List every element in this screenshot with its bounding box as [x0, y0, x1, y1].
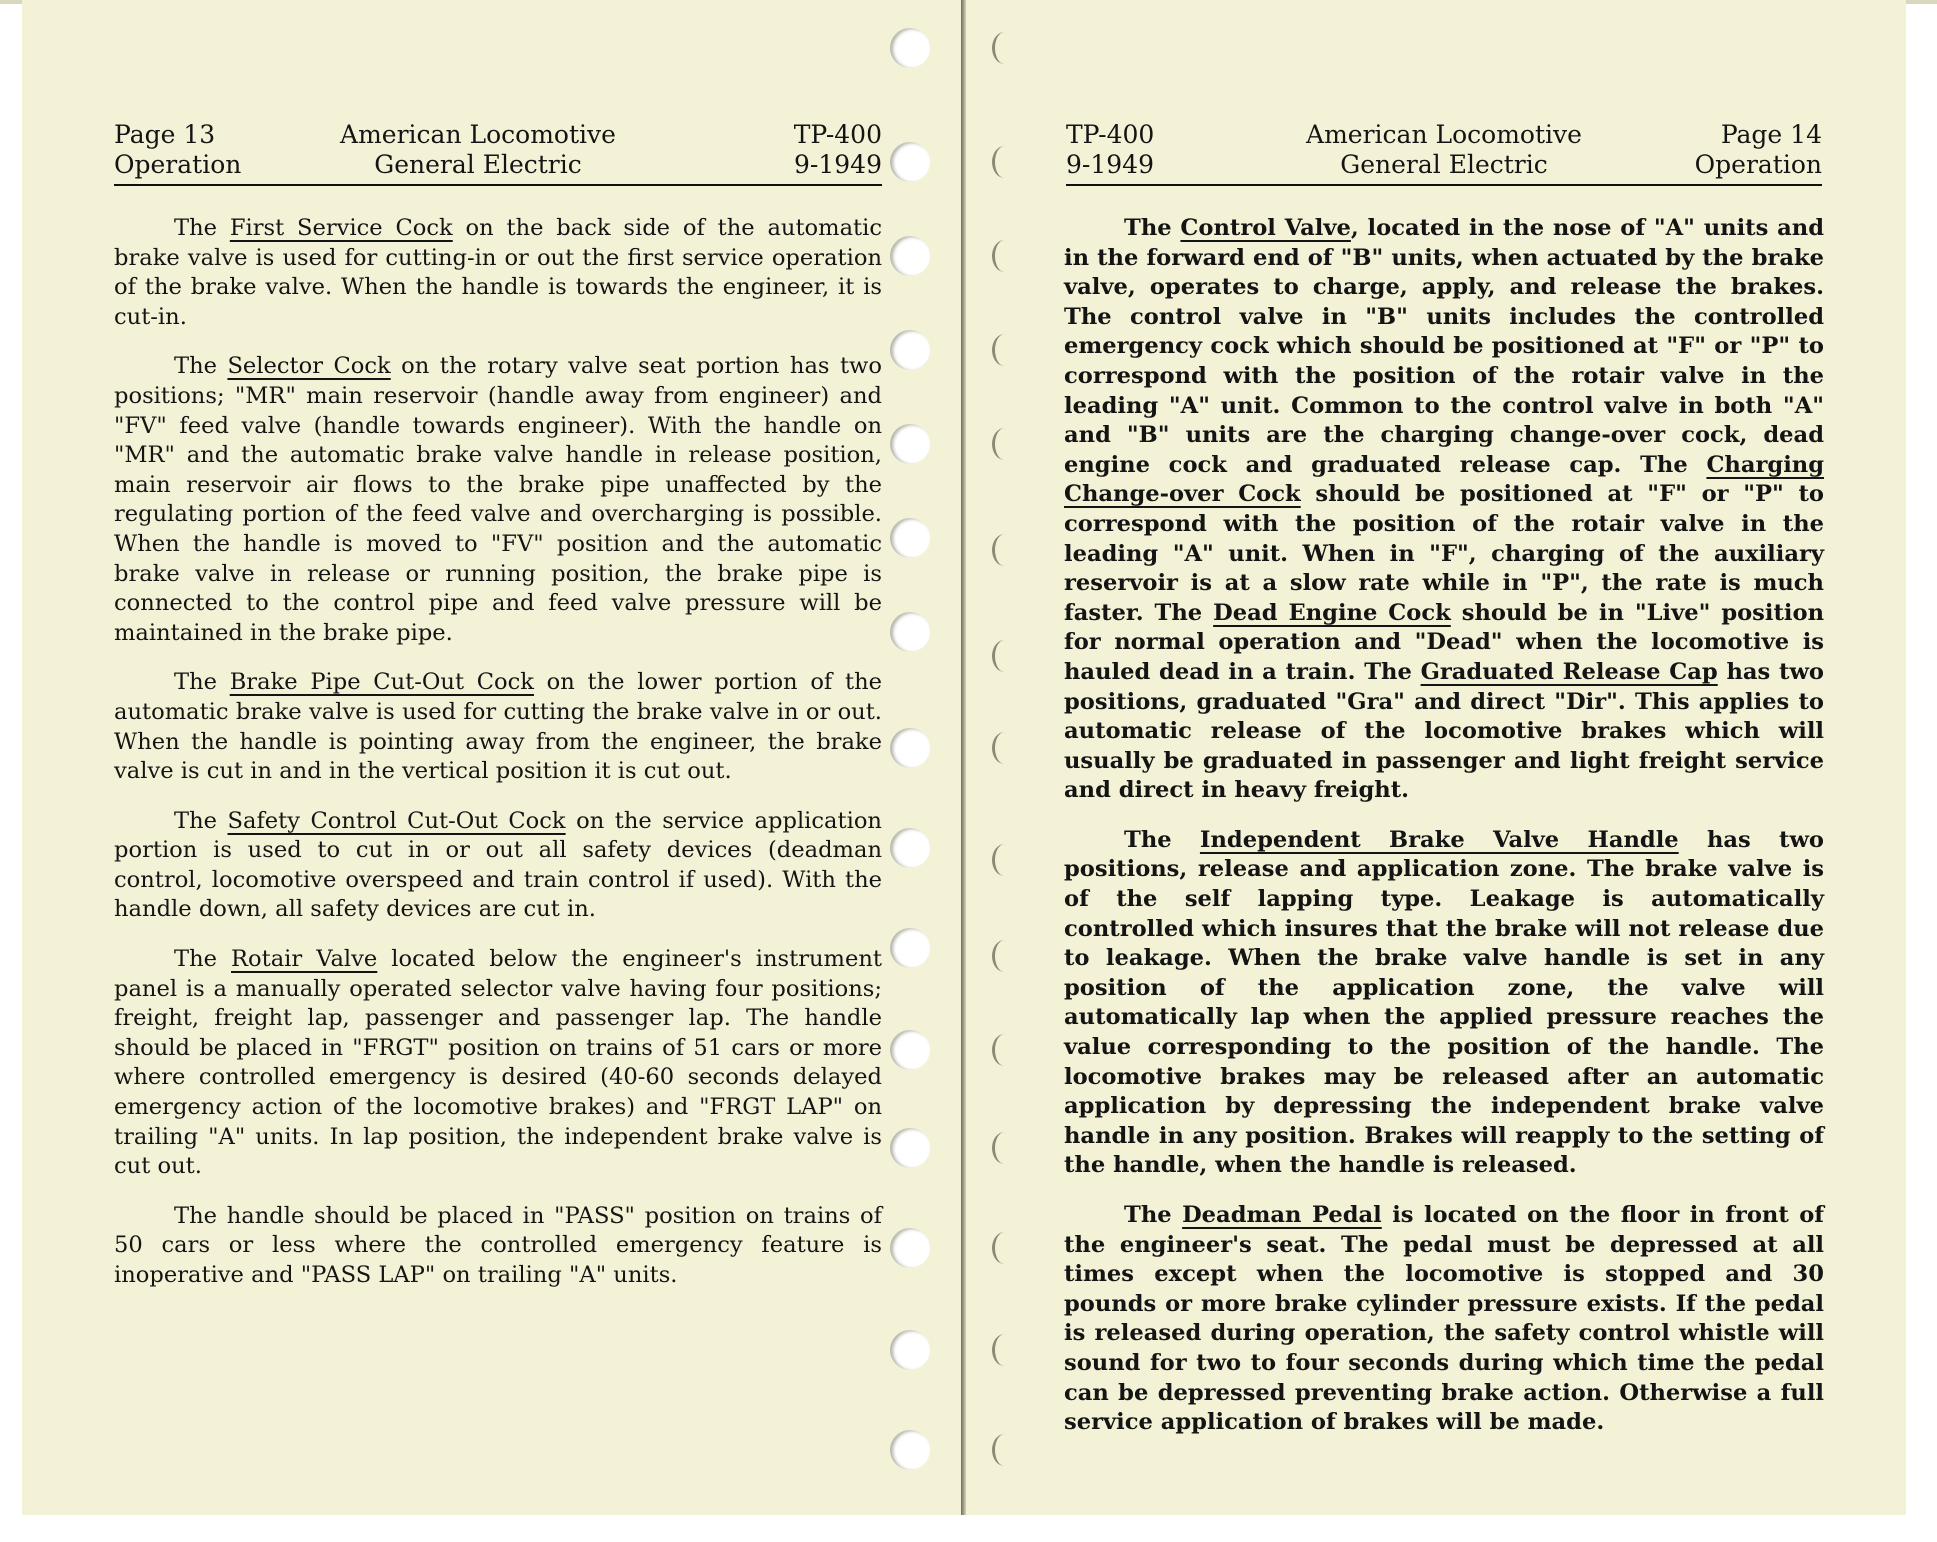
- binder-hole: [998, 840, 1038, 880]
- term-independent-brake-valve-handle: Independent Brake Valve Handle: [1199, 826, 1679, 853]
- page-header: [1066, 120, 1822, 186]
- text: , located in the nose of "A" units and in the forward end of "B" units, when actuated by the brake valve, operates to charge, apply, and release the brakes. The control valve in "B" units includes the controlled emergency cock which should be positioned at "F" or "P" to correspond with the position of the rotair valve in the leading "A" unit. Common to the control valve in both "A" and "B" units are the charging change-over cock, dead engine cock and graduated release cap. The: [1064, 215, 1824, 478]
- header-right: [794, 120, 882, 180]
- binder-hole: [998, 424, 1038, 464]
- term-selector-cock: Selector Cock: [227, 353, 391, 380]
- binder-hole: [998, 1330, 1038, 1370]
- binder-hole: [890, 518, 930, 558]
- text: The: [174, 215, 230, 241]
- text: The: [1124, 215, 1181, 241]
- paragraph-rotair-valve: [114, 945, 882, 1182]
- paragraph-safety-control-cut-out-cock: [114, 807, 882, 925]
- term-charging-change-over-cock: Charging Change-over Cock: [1064, 451, 1824, 508]
- binder-hole: [998, 530, 1038, 570]
- text: on the lower portion of the automatic brake valve is used for cutting the brake valve in or out. When the handle is pointing away from the engineer, the brake valve is cut in and in the vertical position it is cut out.: [114, 669, 882, 785]
- term-first-service-cock: First Service Cock: [229, 215, 453, 241]
- term-graduated-release-cap: Graduated Release Cap: [1420, 658, 1718, 685]
- term-rotair-valve: Rotair Valve: [231, 946, 378, 973]
- document-date: 9-1949: [1066, 150, 1154, 179]
- binder-hole: [998, 1430, 1038, 1470]
- text: should be in "Live" position for normal operation and "Dead" when the locomotive is hauled dead in a train. The: [1064, 599, 1825, 685]
- document-date: 9-1949: [794, 150, 882, 179]
- page-number: Page 14: [1720, 120, 1822, 149]
- document-number: TP-400: [1066, 120, 1155, 149]
- binder-hole: [890, 28, 930, 68]
- term-dead-engine-cock: Dead Engine Cock: [1213, 599, 1451, 626]
- text: The: [174, 946, 232, 973]
- binder-hole: [998, 936, 1038, 976]
- binder-hole: [998, 1128, 1038, 1168]
- term-safety-control-cut-out-cock: Safety Control Cut-Out Cock: [227, 807, 566, 834]
- binder-hole: [890, 612, 930, 652]
- text: has two positions, graduated "Gra" and direct "Dir". This applies to automatic release of the locomotive brakes which will usually be graduated in passenger and light freight service and direct in heavy freight.: [1064, 658, 1824, 804]
- binder-hole: [890, 330, 930, 370]
- binder-hole: [998, 142, 1038, 182]
- text: on the service application portion is used to cut in or out all safety devices (deadman control, locomotive overspeed and train control if used). With the handle down, all safety devices are cut in.: [114, 807, 882, 923]
- binder-hole: [998, 1030, 1038, 1070]
- binder-hole: [890, 1430, 930, 1470]
- org-name-1: American Locomotive: [340, 120, 616, 149]
- paragraph-control-valve: [1064, 214, 1824, 806]
- org-name-2: General Electric: [1340, 150, 1548, 179]
- binder-hole: [890, 1030, 930, 1070]
- document-number: TP-400: [793, 120, 882, 149]
- paragraph-deadman-pedal: [1064, 1201, 1824, 1438]
- text: The: [1124, 1202, 1183, 1228]
- paragraph-pass-position: The handle should be placed in "PASS" position on trains of 50 cars or less where the controlled emergency feature is inoperative and "PASS LAP" on trailing "A" units.: [114, 1202, 882, 1288]
- org-name-2: General Electric: [374, 150, 582, 179]
- binder-hole: [998, 330, 1038, 370]
- header-center: [94, 120, 862, 180]
- paragraph-selector-cock: [114, 352, 882, 648]
- binder-hole: [890, 1128, 930, 1168]
- binder-hole: [890, 1228, 930, 1268]
- binder-hole: [890, 236, 930, 276]
- text: is located on the floor in front of the engineer's seat. The pedal must be depressed at all times except when the locomotive is stopped and 30 pounds or more brake cylinder pressure exists. If the pedal is released during operation, the safety control whistle will sound for two to four seconds during which time the pedal can be depressed preventing brake action. Otherwise a full service application of brakes will be made.: [1064, 1202, 1825, 1436]
- text: has two positions, release and application zone. The brake valve is of the self lapping type. Leakage is automatically controlled which insures that the brake will not release due to leakage. When the brake valve handle is set in any position of the application zone, the valve will automatically lap when the applied pressure reaches the value corresponding to the position of the handle. The locomotive brakes may be released after an automatic application by depressing the independent brake valve handle in any position. Brakes will reapply to the setting of the handle, when the handle is released.: [1064, 826, 1825, 1179]
- binder-hole: [890, 928, 930, 968]
- page-number: Page 13: [114, 120, 216, 149]
- term-deadman-pedal: Deadman Pedal: [1182, 1202, 1382, 1228]
- section-name: Operation: [1694, 150, 1822, 179]
- page-body: [114, 214, 882, 1311]
- text: The: [174, 807, 228, 834]
- binder-hole: [890, 142, 930, 182]
- text: located below the engineer's instrument panel is a manually operated selector valve having four positions; freight, freight lap, passenger and passenger lap. The handle should be placed in "FRGT" position on trains of 51 cars or more where controlled emergency is desired (40-60 seconds delayed emergency action of the locomotive brakes) and "FRGT LAP" on trailing "A" units. In lap position, the independent brake valve is cut out.: [114, 946, 882, 1180]
- page-14: [966, 0, 1906, 1515]
- binder-hole: [998, 636, 1038, 676]
- binder-hole: [998, 236, 1038, 276]
- section-name: Operation: [114, 150, 242, 179]
- text: should be positioned at "F" or "P" to correspond with the position of the rotair valve in the leading "A" unit. When in "F", charging of the auxiliary reservoir is at a slow rate while in "P", the rate is much faster. The: [1064, 481, 1824, 626]
- text: on the rotary valve seat portion has two positions; "MR" main reservoir (handle away from engineer) and "FV" feed valve (handle towards engineer). With the handle on "MR" and the automatic brake valve handle in release position, main reservoir air flows to the brake pipe unaffected by the regulating portion of the feed valve and overcharging is possible. When the handle is moved to "FV" position and the automatic brake valve in release or running position, the brake pipe is connected to the control pipe and feed valve pressure will be maintained in the brake pipe.: [114, 353, 882, 646]
- text: The: [174, 353, 228, 380]
- binder-hole: [998, 728, 1038, 768]
- binder-hole: [890, 728, 930, 768]
- binder-hole: [998, 28, 1038, 68]
- paragraph-brake-pipe-cut-out-cock: [114, 668, 882, 786]
- binder-hole: [890, 1330, 930, 1370]
- binder-hole: [890, 424, 930, 464]
- header-right: [1695, 120, 1822, 180]
- page-header: [114, 120, 882, 186]
- paragraph-independent-brake-valve-handle: [1064, 826, 1824, 1181]
- paragraph-first-service-cock: [114, 214, 882, 332]
- text: on the back side of the automatic brake valve is used for cutting-in or out the first service operation of the brake valve. When the handle is towards the engineer, it is cut-in.: [114, 215, 883, 330]
- page-13: [22, 0, 962, 1515]
- binder-hole: [998, 1228, 1038, 1268]
- binder-hole: [890, 828, 930, 868]
- term-control-valve: Control Valve: [1180, 215, 1351, 241]
- text: The: [174, 669, 230, 696]
- page-body: [1064, 214, 1824, 1458]
- org-name-1: American Locomotive: [1306, 120, 1582, 149]
- term-brake-pipe-cut-out-cock: Brake Pipe Cut-Out Cock: [229, 669, 534, 696]
- text: The: [1124, 826, 1200, 853]
